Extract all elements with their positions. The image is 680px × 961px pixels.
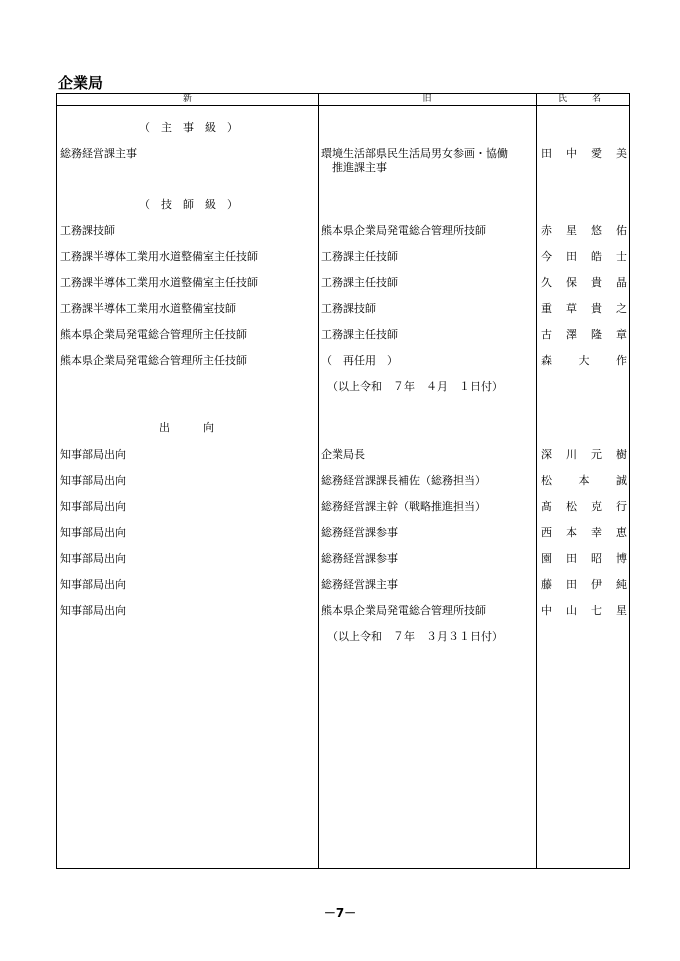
person-name [541, 500, 627, 514]
table-row [57, 302, 631, 318]
table-row [57, 328, 631, 344]
new-position: 工務課半導体工業用水道整備室技師 [60, 302, 236, 315]
name-char: 之 [616, 302, 627, 315]
name-char: 松 [566, 500, 577, 513]
table-row [57, 224, 631, 240]
name-char: 澤 [566, 328, 577, 341]
name-char: 西 [541, 526, 552, 539]
name-char: 重 [541, 302, 552, 315]
name-char: 田 [541, 147, 552, 160]
department-title: 企業局 [58, 74, 104, 92]
name-char: 樹 [616, 448, 627, 461]
name-char: 藤 [541, 578, 552, 591]
person-name [541, 604, 627, 618]
new-position: 知事部局出向 [60, 604, 126, 617]
old-position: 熊本県企業局発電総合管理所技師 [321, 604, 486, 617]
table-row [57, 526, 631, 542]
name-char: 純 [616, 578, 627, 591]
name-char: 美 [616, 147, 627, 160]
name-char: 幸 [591, 526, 602, 539]
table-row [57, 448, 631, 464]
name-char: 作 [616, 354, 627, 367]
table-row [57, 552, 631, 568]
name-char: 恵 [616, 526, 627, 539]
effective-date-note: （以上令和 ７年 ３月３１日付） [327, 630, 503, 643]
person-name [541, 328, 627, 342]
table-row [57, 250, 631, 266]
old-position: 総務経営課主事 [321, 578, 398, 591]
old-position: 総務経営課課長補佐（総務担当） [321, 474, 486, 487]
old-position: 工務課技師 [321, 302, 376, 315]
section-label-shukko: 出 向 [159, 421, 214, 434]
new-position: 知事部局出向 [60, 500, 126, 513]
name-char: 章 [616, 328, 627, 341]
name-char: 古 [541, 328, 552, 341]
person-name [541, 448, 627, 462]
header-name: 氏 名 [557, 94, 609, 104]
new-position: 知事部局出向 [60, 578, 126, 591]
name-char: 今 [541, 250, 552, 263]
name-char: 元 [591, 448, 602, 461]
name-char: 昭 [591, 552, 602, 565]
header-divider [57, 105, 629, 106]
name-char: 士 [616, 250, 627, 263]
name-char: 田 [566, 250, 577, 263]
person-name [541, 276, 627, 290]
header-old: 旧 [422, 94, 432, 104]
name-char: 髙 [541, 500, 552, 513]
old-position: （ 再任用 ） [321, 354, 398, 367]
table-row [57, 354, 631, 370]
old-position: 環境生活部県民生活局男女参画・協働 推進課主事 [321, 147, 508, 174]
name-char: 七 [591, 604, 602, 617]
name-char: 博 [616, 552, 627, 565]
effective-date-note: （以上令和 ７年 ４月 １日付） [327, 380, 503, 393]
section-label-shuji: （ 主 事 級 ） [139, 121, 238, 134]
name-char: 赤 [541, 224, 552, 237]
name-char: 誠 [616, 474, 627, 487]
name-char: 大 [578, 354, 590, 367]
name-char: 伊 [591, 578, 602, 591]
name-char: 悠 [591, 224, 602, 237]
person-name [541, 474, 627, 488]
name-char: 隆 [591, 328, 602, 341]
old-position: 企業局長 [321, 448, 365, 461]
section-label-gishi: （ 技 師 級 ） [139, 198, 238, 211]
old-position: 工務課主任技師 [321, 250, 398, 263]
new-position: 総務経営課主事 [60, 147, 137, 160]
old-position: 熊本県企業局発電総合管理所技師 [321, 224, 486, 237]
name-char: 愛 [591, 147, 602, 160]
name-char: 貴 [591, 302, 602, 315]
name-char: 本 [566, 526, 577, 539]
name-char: 中 [566, 147, 577, 160]
name-char: 田 [566, 552, 577, 565]
name-char: 田 [566, 578, 577, 591]
name-char: 佑 [616, 224, 627, 237]
name-char: 中 [541, 604, 552, 617]
table-row [57, 147, 631, 174]
name-char: 克 [591, 500, 602, 513]
new-position: 熊本県企業局発電総合管理所主任技師 [60, 328, 247, 341]
person-name [541, 354, 627, 368]
person-name [541, 302, 627, 316]
table-row [57, 604, 631, 620]
personnel-table [56, 93, 630, 869]
name-char: 星 [566, 224, 577, 237]
name-char: 森 [541, 354, 552, 367]
new-position: 知事部局出向 [60, 526, 126, 539]
new-position: 熊本県企業局発電総合管理所主任技師 [60, 354, 247, 367]
name-char: 保 [566, 276, 577, 289]
old-position: 総務経営課参事 [321, 552, 398, 565]
person-name [541, 224, 627, 238]
old-position: 工務課主任技師 [321, 328, 398, 341]
name-char: 深 [541, 448, 552, 461]
name-char: 星 [616, 604, 627, 617]
old-position: 工務課主任技師 [321, 276, 398, 289]
new-position: 工務課半導体工業用水道整備室主任技師 [60, 250, 258, 263]
new-position: 知事部局出向 [60, 552, 126, 565]
person-name [541, 526, 627, 540]
name-char: 皓 [591, 250, 602, 263]
header-new: 新 [182, 94, 192, 104]
name-char: 行 [616, 500, 627, 513]
new-position: 工務課半導体工業用水道整備室主任技師 [60, 276, 258, 289]
page-number: －7－ [323, 906, 357, 920]
new-position: 知事部局出向 [60, 474, 126, 487]
old-position: 総務経営課参事 [321, 526, 398, 539]
table-row [57, 578, 631, 594]
name-char: 本 [578, 474, 590, 487]
name-char: 草 [566, 302, 577, 315]
old-position: 総務経営課主幹（戦略推進担当） [321, 500, 486, 513]
name-char: 晶 [616, 276, 627, 289]
name-char: 貴 [591, 276, 602, 289]
name-char: 川 [566, 448, 577, 461]
name-char: 山 [566, 604, 577, 617]
table-row [57, 474, 631, 490]
table-row [57, 276, 631, 292]
name-char: 久 [541, 276, 552, 289]
name-char: 松 [541, 474, 552, 487]
table-row [57, 500, 631, 516]
person-name [541, 147, 627, 161]
person-name [541, 552, 627, 566]
person-name [541, 578, 627, 592]
new-position: 工務課技師 [60, 224, 115, 237]
name-char: 園 [541, 552, 552, 565]
person-name [541, 250, 627, 264]
new-position: 知事部局出向 [60, 448, 126, 461]
